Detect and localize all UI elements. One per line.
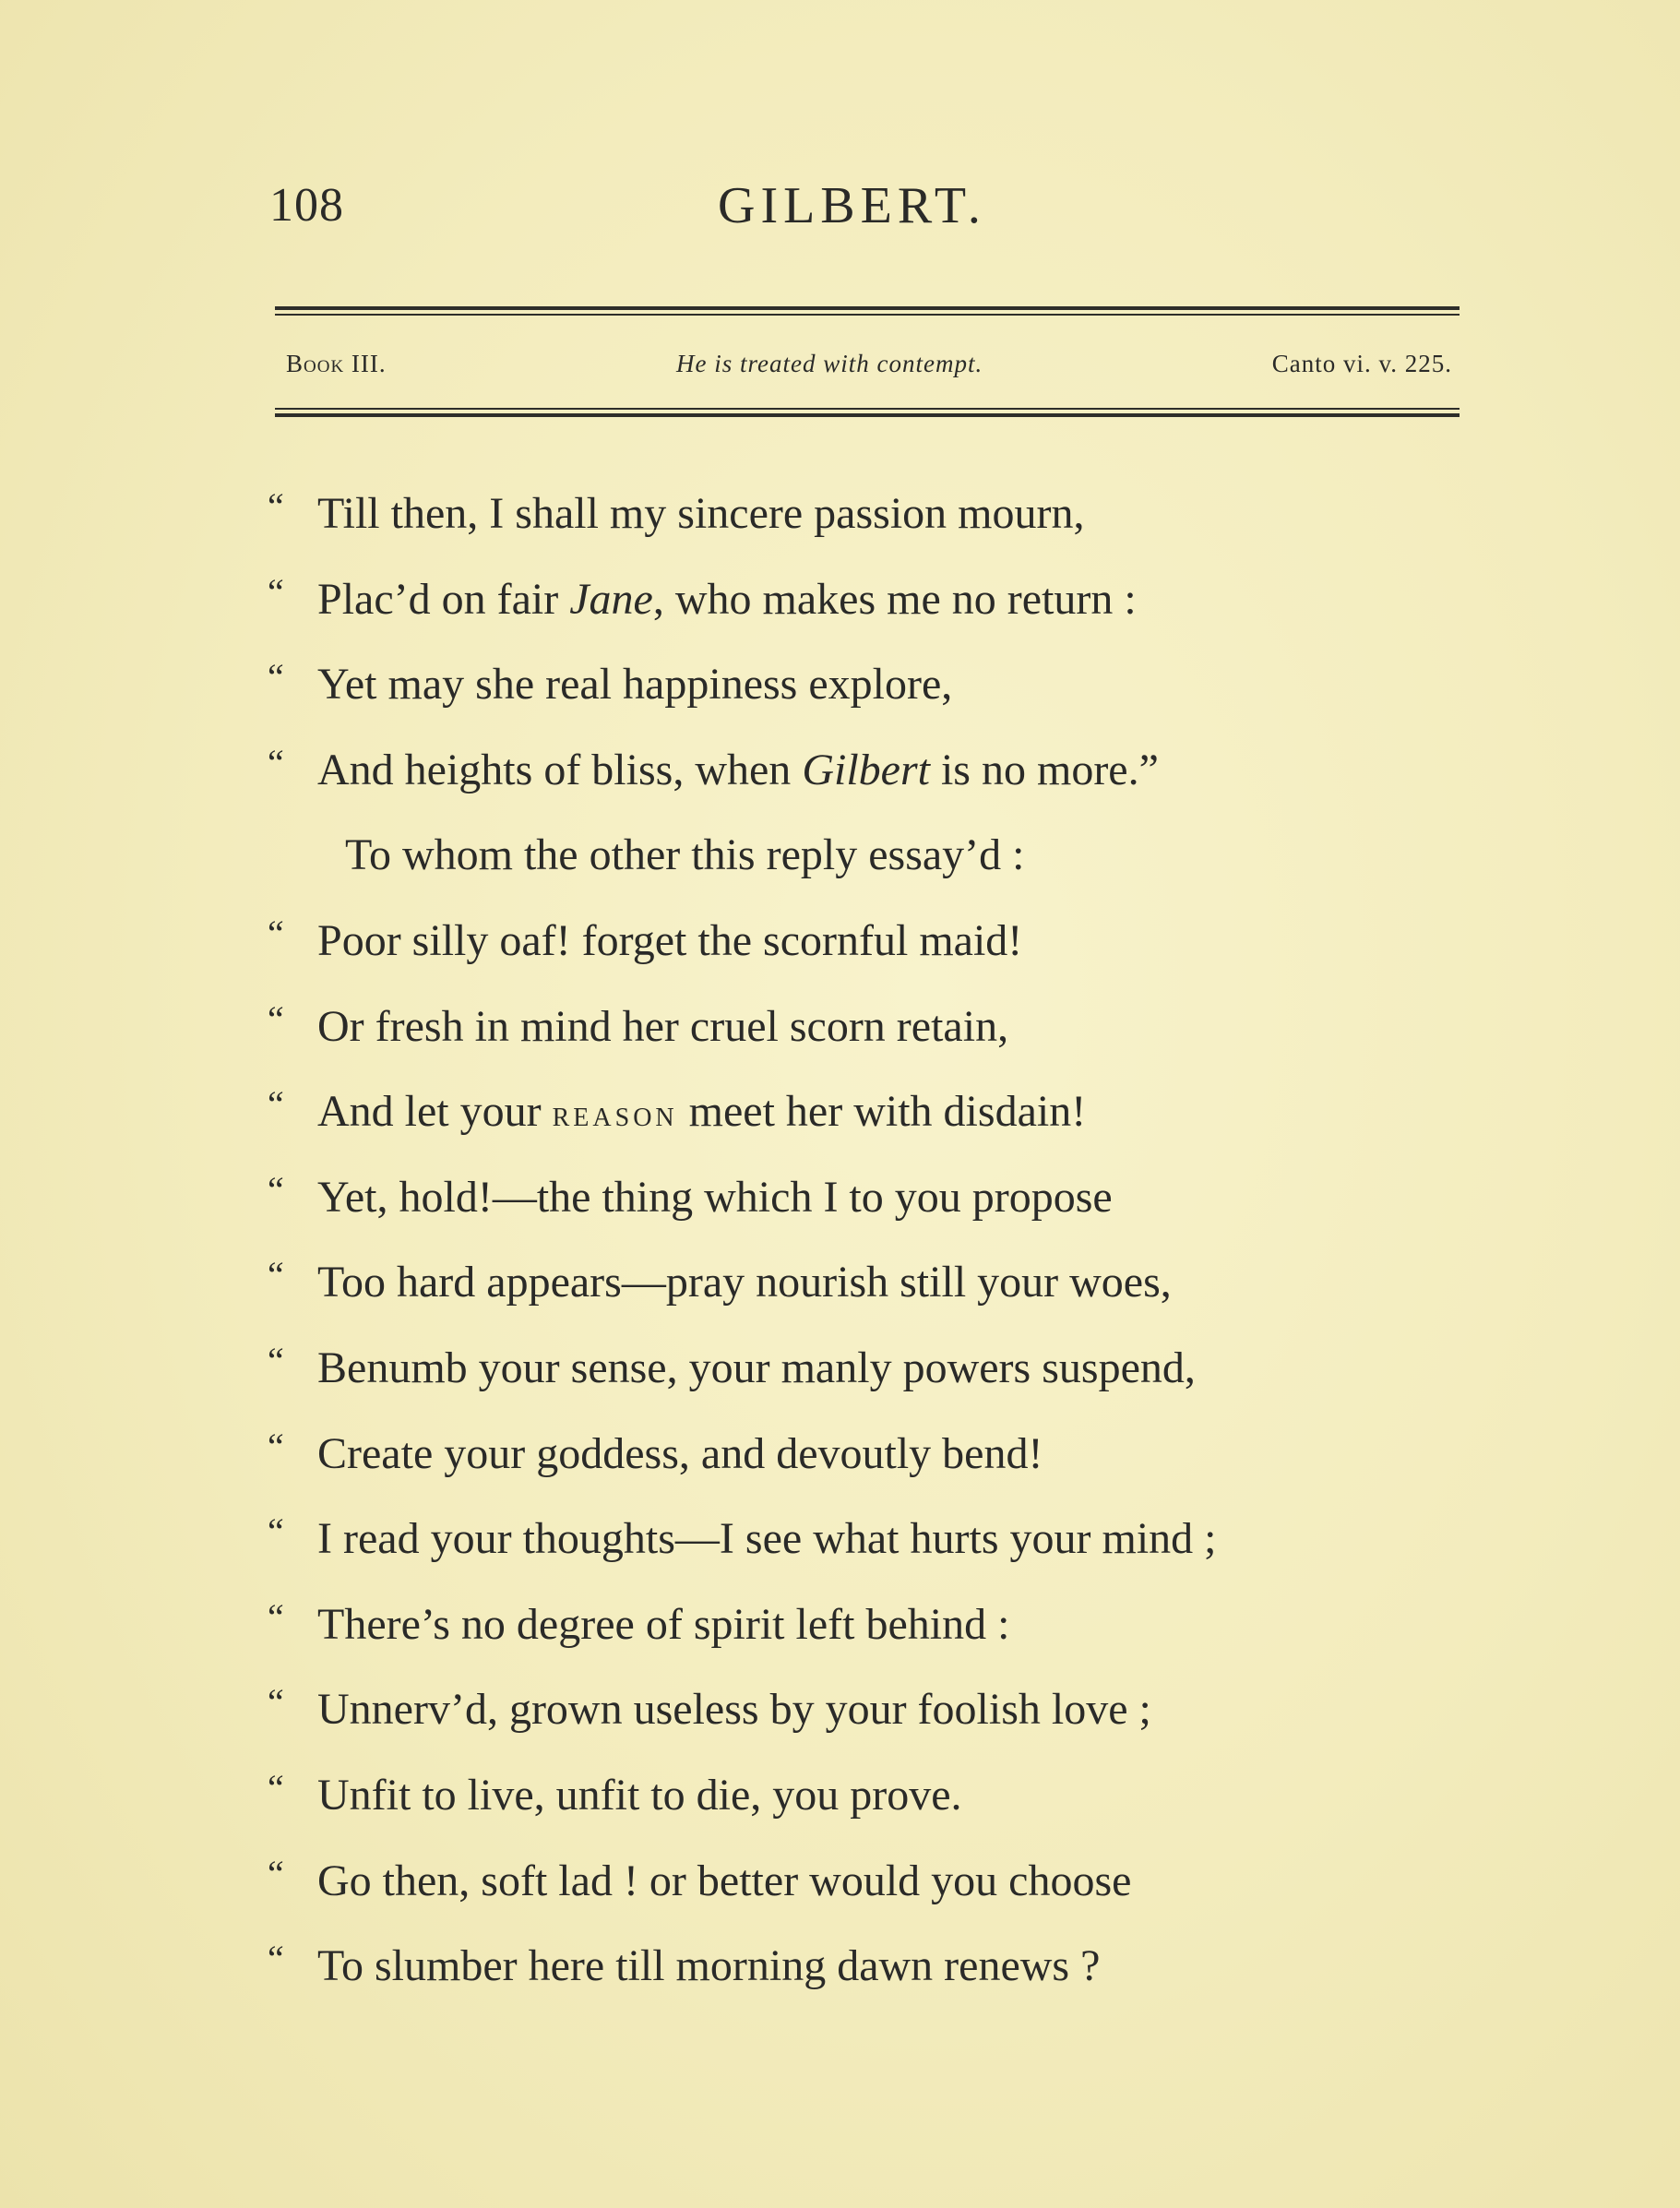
- opening-quote-mark: “: [268, 741, 284, 783]
- small-caps-word: reason: [552, 1092, 678, 1135]
- text-run: , who makes me no return :: [652, 574, 1137, 624]
- poem-line-text: [317, 1581, 1009, 1668]
- text-run: There’s no degree of spirit left behind :: [317, 1599, 1010, 1649]
- text-run: Or fresh in mind her cruel scorn retain,: [317, 1001, 1009, 1051]
- poem-line-text: [317, 1239, 1172, 1326]
- poem-line-text: [317, 1411, 1043, 1498]
- poem-line-text: [317, 471, 1085, 557]
- poem-line-text: [317, 641, 952, 728]
- section-summary: He is treated with contempt.: [676, 350, 983, 377]
- text-run: Plac’d on fair: [317, 574, 570, 624]
- opening-quote-mark: “: [268, 1425, 284, 1467]
- poem-line-text: [317, 898, 1022, 985]
- canto-reference: Canto vi. v. 225.: [1271, 350, 1452, 377]
- poem-line-text: [317, 1154, 1113, 1241]
- poem-line-text: [317, 1496, 1216, 1582]
- text-run: meet her with disdain!: [677, 1087, 1087, 1137]
- page-number: 108: [269, 179, 344, 232]
- text-run: Poor silly oaf! forget the scornful maid!: [317, 916, 1023, 965]
- opening-quote-mark: “: [268, 1083, 284, 1126]
- poem-line-text: [317, 1752, 962, 1839]
- text-run: Benumb your sense, your manly powers suspend,: [317, 1343, 1196, 1392]
- subheader-rule-upper: [275, 408, 1460, 410]
- text-run: And heights of bliss, when: [317, 745, 803, 794]
- poem-line-text: [317, 1325, 1196, 1412]
- opening-quote-mark: “: [268, 1767, 284, 1808]
- text-run: To slumber here till morning dawn renews ?: [317, 1941, 1101, 1991]
- poem-line-text: [345, 812, 1025, 899]
- text-run: I read your thoughts—I see what hurts your mind ;: [317, 1514, 1217, 1564]
- text-run: Unfit to live, unfit to die, you prove.: [317, 1771, 962, 1820]
- text-run: is no more.”: [929, 745, 1159, 794]
- poem-line-text: [317, 556, 1137, 643]
- opening-quote-mark: “: [268, 1681, 284, 1724]
- opening-quote-mark: “: [268, 913, 284, 954]
- text-run: To whom the other this reply essay’d :: [345, 830, 1025, 880]
- poem-line-text: [317, 984, 1008, 1070]
- opening-quote-mark: “: [268, 1938, 284, 1980]
- poem-line-text: [317, 727, 1159, 814]
- subheader-rule-lower: [275, 413, 1460, 417]
- italic-name: Jane: [569, 574, 653, 624]
- opening-quote-mark: “: [268, 656, 284, 698]
- text-run: Create your goddess, and devoutly bend!: [317, 1428, 1043, 1478]
- header-rule-top: [275, 306, 1460, 310]
- text-run: Yet, hold!—the thing which I to you propose: [317, 1172, 1113, 1222]
- book-label: Book III.: [286, 350, 387, 377]
- header-rule-top-inner: [275, 314, 1460, 316]
- opening-quote-mark: “: [268, 1852, 284, 1894]
- poem-line-text: [317, 1666, 1151, 1753]
- text-run: Go then, soft lad ! or better would you choose: [317, 1856, 1132, 1905]
- opening-quote-mark: “: [268, 570, 284, 613]
- opening-quote-mark: “: [268, 1595, 284, 1638]
- section-subheader: [275, 343, 1460, 384]
- poem-line-text: [317, 1838, 1131, 1925]
- text-run: Till then, I shall my sincere passion mourn,: [317, 489, 1085, 538]
- text-run: Yet may she real happiness explore,: [317, 660, 953, 710]
- opening-quote-mark: “: [268, 1168, 284, 1211]
- page-header: [0, 173, 1680, 238]
- text-run: Unnerv’d, grown useless by your foolish love ;: [317, 1685, 1151, 1735]
- opening-quote-mark: “: [268, 997, 284, 1040]
- poem-line-text: [317, 1068, 1086, 1157]
- opening-quote-mark: “: [268, 1254, 284, 1296]
- text-run: And let your: [317, 1087, 553, 1137]
- opening-quote-mark: “: [268, 1340, 284, 1381]
- opening-quote-mark: “: [268, 1510, 284, 1553]
- italic-name: Gilbert: [802, 745, 930, 794]
- running-title: GILBERT.: [718, 177, 986, 234]
- poem-line-text: [317, 1923, 1100, 2010]
- opening-quote-mark: “: [268, 485, 284, 527]
- text-run: Too hard appears—pray nourish still your woes,: [317, 1258, 1172, 1307]
